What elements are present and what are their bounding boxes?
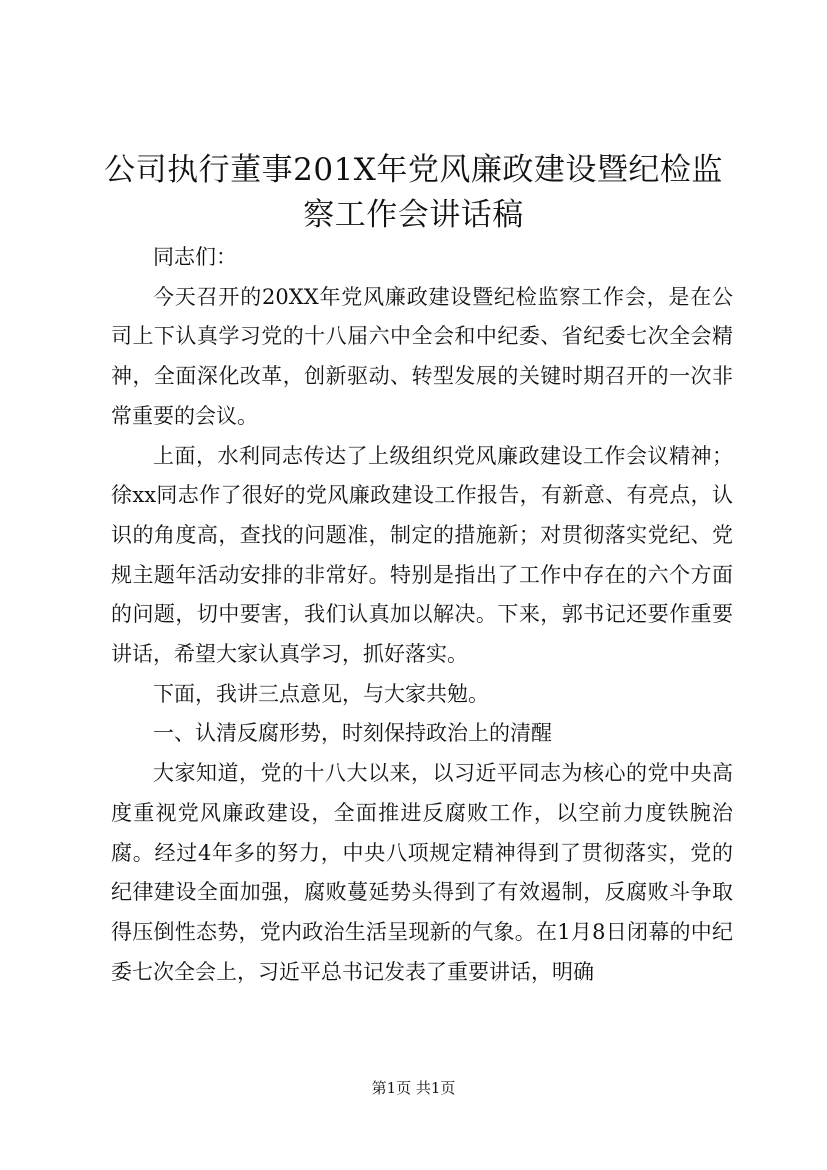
paragraph-opening: 今天召开的20XX年党风廉政建设暨纪检监察工作会，是在公司上下认真学习党的十八届六中全会和中纪委、省纪委七次全会精神，全面深化改革，创新驱动、转型发展的关键时期召开的一次非常重要的会议。 — [111, 284, 733, 428]
document-title: 公司执行董事201X年党风廉政建设暨纪检监察工作会讲话稿 — [104, 152, 723, 233]
paragraph-section-1: 大家知道，党的十八大以来，以习近平同志为核心的党中央高度重视党风廉政建设，全面推进反腐败工作，以空前力度铁腕治腐。经过4年多的努力，中央八项规定精神得到了贯彻落实，党的纪律建设全面加强，腐败蔓延势头得到了有效遏制，反腐败斗争取得压倒性态势，党内政治生活呈现新的气象。在1月8日闭幕的中纪委七次全会上，习近平总书记发表了重要讲话，明确 — [111, 761, 733, 984]
section-heading-1: 一、认清反腐形势，时刻保持政治上的清醒 — [153, 721, 552, 746]
paragraph-review: 上面，水利同志传达了上级组织党风廉政建设工作会议精神；徐xx同志作了很好的党风廉政建设工作报告，有新意、有亮点，认识的角度高，查找的问题准，制定的措施新；对贯彻落实党纪、党规主题年活动安排的非常好。特别是指出了工作中存在的六个方面的问题，切中要害，我们认真加以解决。下来，郭书记还要作重要讲话，希望大家认真学习，抓好落实。 — [111, 443, 733, 667]
document-body — [111, 238, 733, 992]
paragraph-transition: 下面，我讲三点意见，与大家共勉。 — [153, 681, 489, 706]
page-footer: 第1页 共1页 — [371, 1079, 456, 1097]
paragraph-salutation: 同志们： — [153, 245, 237, 269]
